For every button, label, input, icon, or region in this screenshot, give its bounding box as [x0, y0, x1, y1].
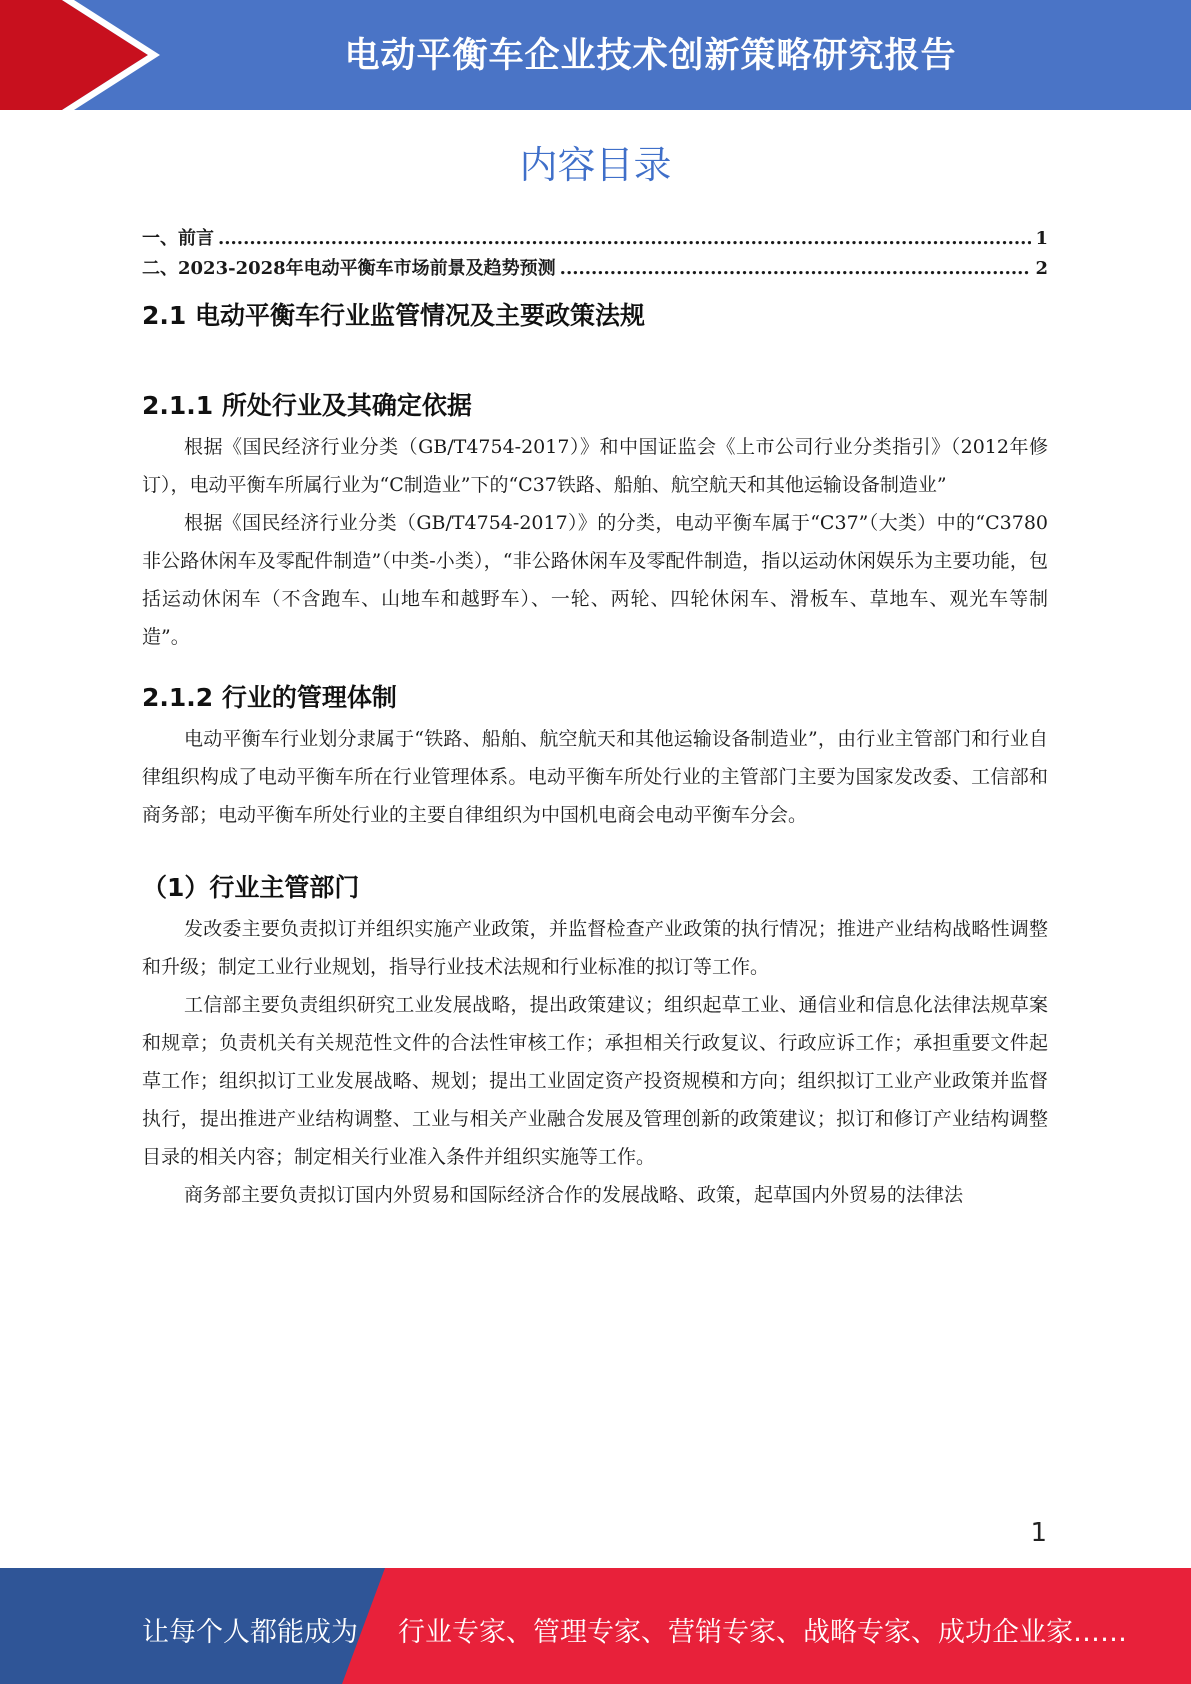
paragraph-classification-detail: 根据《国民经济行业分类（GB/T4754-2017）》的分类，电动平衡车属于“C37”（大类）中的“C3780非公路休闲车及零配件制造”（中类-小类），“非公路休闲车及零配件制造，指以运动休闲娱乐为主要功能，包括运动休闲车（不含跑车、山地车和越野车）、一轮、两轮、四轮休闲车、滑板车、草地车、观光车等制造”。 [142, 512, 1048, 648]
toc-entry-preface[interactable] [142, 224, 1048, 254]
section-heading-2-1-2: 2.1.2 行业的管理体制 [142, 683, 397, 712]
toc-leader-dots [560, 258, 1032, 279]
paragraph-miit: 工信部主要负责组织研究工业发展战略，提出政策建议；组织起草工业、通信业和信息化法律法规草案和规章；负责机关有关规范性文件的合法性审核工作；承担相关行政复议、行政应诉工作；承担重要文件起草工作；组织拟订工业发展战略、规划；提出工业固定资产投资规模和方向；组织拟订工业产业政策并监督执行，提出推进产业结构调整、工业与相关产业融合发展及管理创新的政策建议；拟订和修订产业结构调整目录的相关内容；制定相关行业准入条件并组织实施等工作。 [142, 994, 1048, 1168]
header-banner [0, 0, 1191, 110]
paragraph-ndrc: 发改委主要负责拟订并组织实施产业政策，并监督检查产业政策的执行情况；推进产业结构战略性调整和升级；制定工业行业规划，指导行业技术法规和行业标准的拟订等工作。 [142, 918, 1048, 978]
toc-entry-market-forecast[interactable] [142, 254, 1048, 284]
footer-slogan-right: 行业专家、管理专家、营销专家、战略专家、成功企业家…… [398, 1617, 1127, 1648]
paragraph-management-system: 电动平衡车行业划分隶属于“铁路、船舶、航空航天和其他运输设备制造业”，由行业主管部门和行业自律组织构成了电动平衡车所在行业管理体系。电动平衡车所处行业的主管部门主要为国家发改委、工信部和商务部；电动平衡车所处行业的主要自律组织为中国机电商会电动平衡车分会。 [142, 728, 1048, 826]
page-number: 1 [1030, 1518, 1047, 1548]
paragraph-industry-classification: 根据《国民经济行业分类（GB/T4754-2017）》和中国证监会《上市公司行业分类指引》（2012年修订），电动平衡车所属行业为“C制造业”下的“C37铁路、船舶、航空航天和其他运输设备制造业” [142, 436, 1048, 496]
toc-entry-page: 1 [1035, 228, 1048, 249]
table-of-contents [142, 224, 1048, 284]
toc-leader-dots [218, 228, 1031, 249]
toc-entry-title: 二、2023-2028年电动平衡车市场前景及趋势预测 [142, 258, 556, 279]
toc-entry-page: 2 [1035, 258, 1048, 279]
footer-banner [0, 1568, 1191, 1684]
section-heading-2-1: 2.1 电动平衡车行业监管情况及主要政策法规 [142, 301, 645, 330]
document-body [142, 296, 1048, 1214]
section-heading-2-1-1: 2.1.1 所处行业及其确定依据 [142, 391, 472, 420]
footer-slogan-left: 让每个人都能成为 [142, 1617, 358, 1648]
report-title: 电动平衡车企业技术创新策略研究报告 [344, 36, 957, 76]
toc-entry-title: 一、前言 [142, 228, 214, 249]
paragraph-mofcom: 商务部主要负责拟订国内外贸易和国际经济合作的发展战略、政策，起草国内外贸易的法律法 [184, 1184, 964, 1206]
subsection-heading-authorities: （1）行业主管部门 [142, 873, 360, 902]
toc-heading: 内容目录 [519, 143, 672, 187]
header-arrow-decoration [0, 0, 160, 110]
